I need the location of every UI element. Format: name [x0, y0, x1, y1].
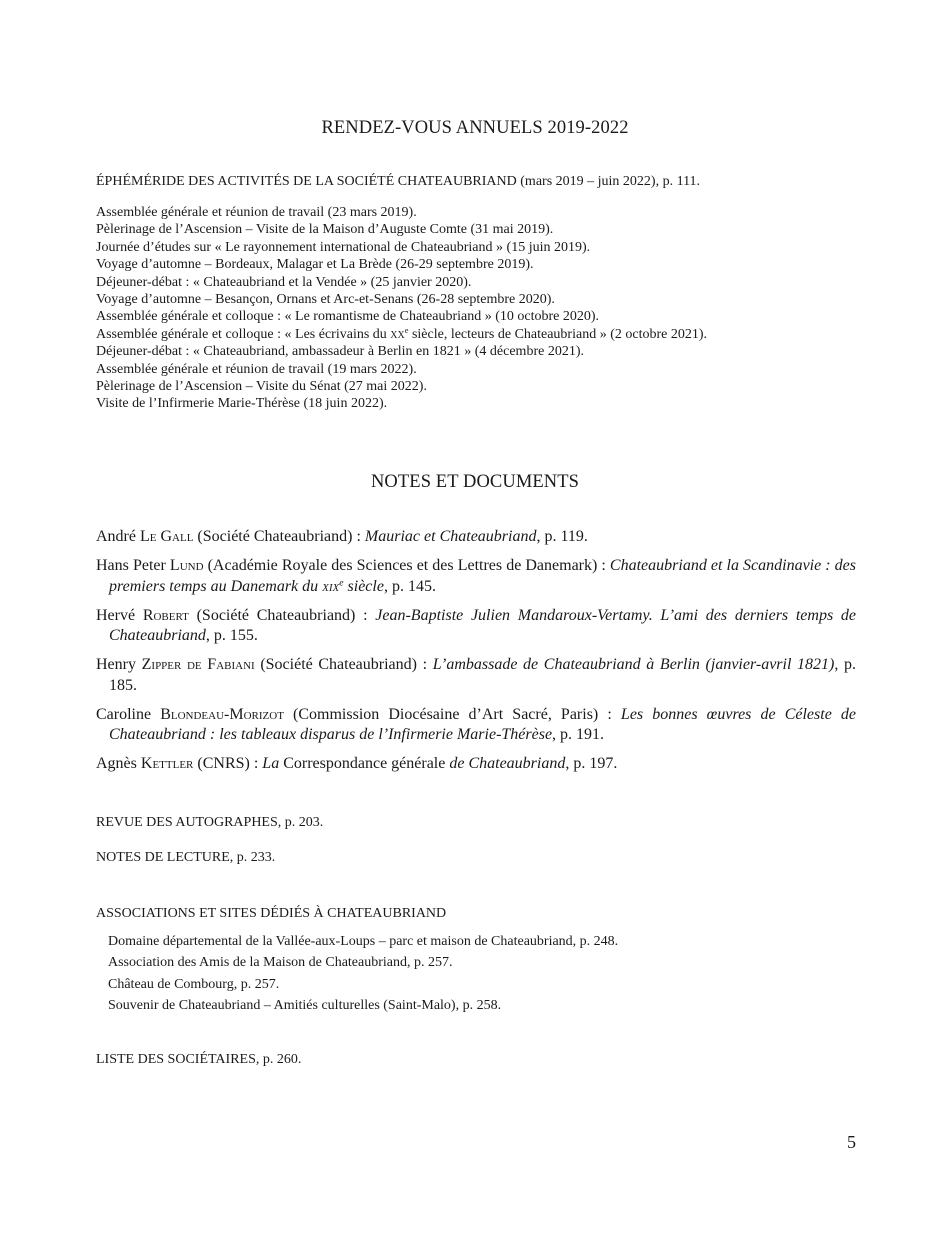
author-first-name: Agnès	[96, 755, 141, 772]
work-title-end: siècle	[343, 577, 384, 595]
author-affiliation: (CNRS) :	[193, 755, 263, 772]
century-superscript: e	[339, 576, 344, 588]
author-last-name: orizot	[243, 705, 284, 723]
author-last-initial: R	[142, 606, 154, 624]
note-entry	[96, 705, 856, 746]
page-ref: , p. 119.	[536, 528, 588, 545]
author-last-initial: M	[229, 705, 244, 723]
author-first-name: Hervé	[96, 606, 143, 624]
activity-item: Déjeuner-débat : « Chateaubriand et la Vendée » (25 janvier 2020).	[96, 274, 472, 290]
activity-text: Assemblée générale et colloque : « Les écrivains du	[96, 326, 391, 342]
work-title: Les bonnes œuvres de Céleste de Chateaubriand : les tableaux disparus de l’Infirmerie Marie-Thérèse	[109, 705, 857, 743]
notes-list	[96, 527, 856, 783]
associations-list	[108, 931, 618, 1016]
author-last-initial: Z	[141, 656, 152, 673]
work-title-text: Chateaubriand et la Scandinavie : des premiers temps au Danemark du	[109, 557, 857, 595]
note-entry	[96, 606, 856, 647]
page-ref: , p. 155.	[205, 627, 258, 644]
revue-autographes: REVUE DES AUTOGRAPHES, p. 203.	[96, 815, 324, 830]
author-last-name: e Gall	[149, 528, 194, 545]
work-title: L’ambassade de Chateaubriand à Berlin (janvier-avril 1821)	[432, 656, 835, 673]
activity-item: Visite de l’Infirmerie Marie-Thérèse (18 juin 2022).	[96, 396, 388, 412]
author-last-initial: L	[169, 557, 180, 574]
author-last-initial: B	[160, 705, 171, 723]
work-title-roman: Correspondance générale	[279, 755, 450, 772]
author-affiliation: (Commission Diocésaine d’Art Sacré, Paris) :	[283, 705, 621, 723]
author-first-name: Hans Peter	[96, 557, 170, 574]
activity-item: Voyage d’automne – Bordeaux, Malagar et La Brède (26-29 septembre 2019).	[96, 257, 534, 273]
author-last-name: londeau-	[170, 705, 230, 723]
author-first-name: Caroline	[96, 705, 161, 723]
activity-item: Voyage d’automne – Besançon, Ornans et Arc-et-Senans (26-28 septembre 2020).	[96, 292, 555, 308]
page-ref: , p. 185.	[109, 656, 857, 694]
note-entry	[96, 527, 856, 548]
work-title-end: de Chateaubriand	[449, 755, 566, 772]
activity-item: Assemblée générale et colloque : « Le romantisme de Chateaubriand » (10 octobre 2020).	[96, 309, 600, 325]
author-affiliation: (Académie Royale des Sciences et des Lettres de Danemark) :	[203, 557, 610, 574]
author-last-name: ettler	[152, 755, 194, 772]
liste-societaires: LISTE DES SOCIÉTAIRES, p. 260.	[96, 1052, 302, 1067]
century-numeral: xix	[322, 577, 340, 595]
author-last-name: abiani	[216, 656, 255, 673]
century-superscript: e	[404, 325, 409, 335]
activity-item: Assemblée générale et réunion de travail (19 mars 2022).	[96, 361, 417, 377]
association-item: Souvenir de Chateaubriand – Amitiés culturelles (Saint-Malo), p. 258.	[108, 997, 502, 1013]
activity-item: Journée d’études sur « Le rayonnement international de Chateaubriand » (15 juin 2019).	[96, 239, 591, 255]
work-title: La	[262, 755, 280, 772]
author-last-initial: K	[140, 755, 153, 772]
note-entry	[96, 556, 856, 597]
author-affiliation: (Société Chateaubriand) :	[188, 606, 376, 624]
rendezvous-title: RENDEZ-VOUS ANNUELS 2019-2022	[321, 118, 629, 138]
activity-item: Pèlerinage de l’Ascension – Visite du Sénat (27 mai 2022).	[96, 379, 427, 395]
association-item: Domaine départemental de la Vallée-aux-Loups – parc et maison de Chateaubriand, p. 248.	[108, 934, 619, 949]
activity-item: Pèlerinage de l’Ascension – Visite de la Maison d’Auguste Comte (31 mai 2019).	[96, 222, 554, 238]
work-title: Jean-Baptiste Julien Mandaroux-Vertamy. L’ami des derniers temps de Chateaubriand	[109, 606, 857, 644]
author-last-name: und	[179, 557, 204, 574]
author-affiliation: (Société Chateaubriand) :	[193, 528, 365, 545]
page-ref: , p. 197.	[565, 755, 618, 772]
activities-list	[96, 204, 707, 413]
page-ref: , p. 191.	[552, 726, 605, 743]
author-last-name: obert	[153, 606, 189, 624]
note-entry	[96, 655, 856, 696]
author-first-name: André	[96, 528, 140, 545]
century-numeral: xx	[390, 326, 405, 342]
notes-title: NOTES ET DOCUMENTS	[370, 472, 580, 492]
author-last-initial: F	[207, 656, 217, 673]
work-title: Mauriac et Chateaubriand	[364, 528, 537, 545]
note-entry	[96, 754, 856, 775]
author-first-name: Henry	[96, 656, 142, 673]
page-number: 5	[847, 1132, 856, 1152]
activity-item: Déjeuner-débat : « Chateaubriand, ambassadeur à Berlin en 1821 » (4 décembre 2021).	[96, 344, 584, 360]
associations-heading: ASSOCIATIONS ET SITES DÉDIÉS À CHATEAUBRIAND	[96, 906, 447, 921]
activity-item	[96, 326, 707, 343]
association-item: Château de Combourg, p. 257.	[108, 976, 280, 992]
page-ref: , p. 145.	[383, 577, 436, 595]
author-affiliation: (Société Chateaubriand) :	[254, 656, 433, 673]
notes-lecture: NOTES DE LECTURE, p. 233.	[96, 850, 276, 865]
activity-item: Assemblée générale et réunion de travail (23 mars 2019).	[96, 205, 417, 220]
association-item: Association des Amis de la Maison de Chateaubriand, p. 257.	[108, 955, 453, 971]
activity-text-end: siècle, lecteurs de Chateaubriand » (2 octobre 2021).	[408, 326, 708, 342]
author-last-name: ipper de	[151, 656, 208, 673]
author-last-initial: L	[139, 528, 150, 545]
ephemeride-heading: ÉPHÉMÉRIDE DES ACTIVITÉS DE LA SOCIÉTÉ CHATEAUBRIAND (mars 2019 – juin 2022), p. 111.	[96, 174, 701, 189]
